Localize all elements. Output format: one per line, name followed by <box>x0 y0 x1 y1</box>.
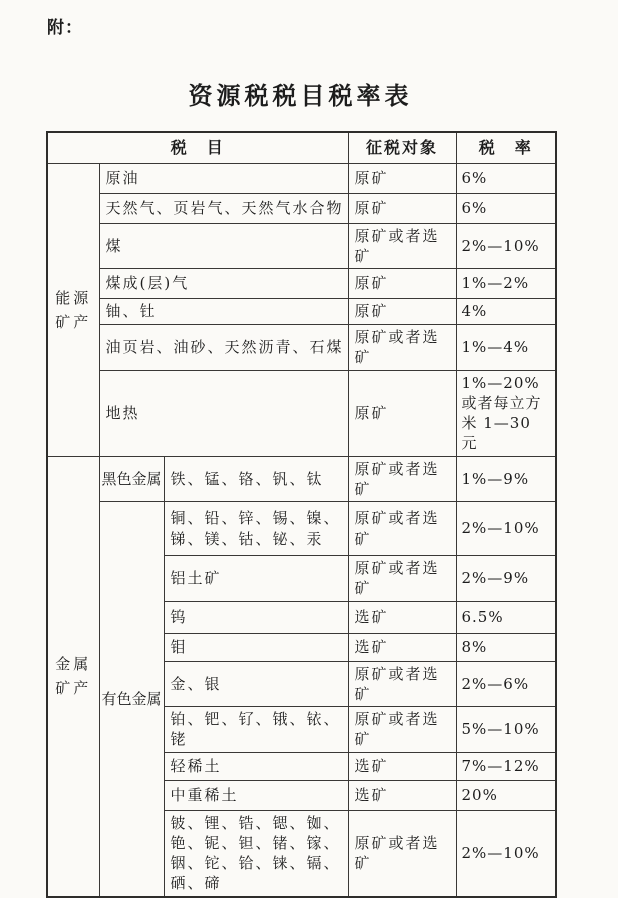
table-row <box>47 223 556 269</box>
cell-rate: 2%—10% <box>456 223 556 269</box>
cell-item: 铀、钍 <box>99 299 348 325</box>
table-row <box>47 325 556 371</box>
cell-rate: 2%—10% <box>456 502 556 556</box>
header-tax-rate: 税 率 <box>456 132 556 163</box>
cell-object: 原矿 <box>348 299 456 325</box>
header-tax-object: 征税对象 <box>348 132 456 163</box>
cell-item: 原油 <box>99 163 348 193</box>
cell-object: 原矿或者选矿 <box>348 707 456 753</box>
cell-rate: 1%—2% <box>456 269 556 299</box>
cell-object: 选矿 <box>348 633 456 661</box>
cell-item: 中重稀土 <box>164 780 348 810</box>
cell-object: 原矿 <box>348 193 456 223</box>
cell-object: 原矿 <box>348 269 456 299</box>
cell-object: 选矿 <box>348 780 456 810</box>
cell-item: 钼 <box>164 633 348 661</box>
cell-rate: 5%—10% <box>456 707 556 753</box>
cell-item: 铂、钯、钌、锇、铱、铑 <box>164 707 348 753</box>
table-row <box>47 370 556 456</box>
cell-rate: 20% <box>456 780 556 810</box>
cell-object: 原矿 <box>348 370 456 456</box>
cell-rate: 1%—4% <box>456 325 556 371</box>
subgroup-label-nonferrous: 有色金属 <box>99 502 164 897</box>
table-row <box>47 163 556 193</box>
cell-rate: 6% <box>456 193 556 223</box>
cell-object: 原矿或者选矿 <box>348 810 456 897</box>
subgroup-label-ferrous: 黑色金属 <box>99 456 164 502</box>
cell-rate: 2%—6% <box>456 661 556 707</box>
cell-item: 钨 <box>164 601 348 633</box>
cell-object: 原矿或者选矿 <box>348 456 456 502</box>
attachment-label: 附： <box>47 18 83 38</box>
cell-item: 铝土矿 <box>164 556 348 602</box>
cell-object: 原矿或者选矿 <box>348 556 456 602</box>
page-title: 资源税税目税率表 <box>188 81 413 110</box>
cell-rate: 2%—10% <box>456 810 556 897</box>
cell-rate: 6.5% <box>456 601 556 633</box>
cell-rate: 1%—20%或者每立方米 1—30 元 <box>456 370 556 456</box>
table-row <box>47 456 556 502</box>
cell-item: 地热 <box>99 370 348 456</box>
cell-object: 原矿或者选矿 <box>348 325 456 371</box>
cell-object: 选矿 <box>348 601 456 633</box>
cell-rate: 7%—12% <box>456 752 556 780</box>
cell-item: 铁、锰、铬、钒、钛 <box>164 456 348 502</box>
cell-rate: 8% <box>456 633 556 661</box>
cell-rate: 1%—9% <box>456 456 556 502</box>
group-label-energy: 能源矿产 <box>47 163 99 456</box>
cell-item: 铜、铅、锌、锡、镍、锑、镁、钴、铋、汞 <box>164 502 348 556</box>
cell-rate: 2%—9% <box>456 556 556 602</box>
cell-item: 铍、锂、锆、锶、铷、铯、铌、钽、锗、镓、铟、铊、铪、铼、镉、硒、碲 <box>164 810 348 897</box>
cell-item: 煤 <box>99 223 348 269</box>
tax-rate-table <box>46 131 557 898</box>
table-row <box>47 502 556 556</box>
cell-object: 原矿 <box>348 163 456 193</box>
cell-item: 轻稀土 <box>164 752 348 780</box>
cell-object: 选矿 <box>348 752 456 780</box>
header-tax-item: 税 目 <box>47 132 348 163</box>
cell-object: 原矿或者选矿 <box>348 661 456 707</box>
cell-object: 原矿或者选矿 <box>348 502 456 556</box>
table-row <box>47 269 556 299</box>
table-header-row <box>47 132 556 163</box>
cell-item: 天然气、页岩气、天然气水合物 <box>99 193 348 223</box>
table-row <box>47 193 556 223</box>
group-label-metal: 金属矿产 <box>47 456 99 897</box>
cell-item: 煤成(层)气 <box>99 269 348 299</box>
table-row <box>47 299 556 325</box>
cell-item: 油页岩、油砂、天然沥青、石煤 <box>99 325 348 371</box>
cell-item: 金、银 <box>164 661 348 707</box>
cell-rate: 6% <box>456 163 556 193</box>
cell-object: 原矿或者选矿 <box>348 223 456 269</box>
cell-rate: 4% <box>456 299 556 325</box>
